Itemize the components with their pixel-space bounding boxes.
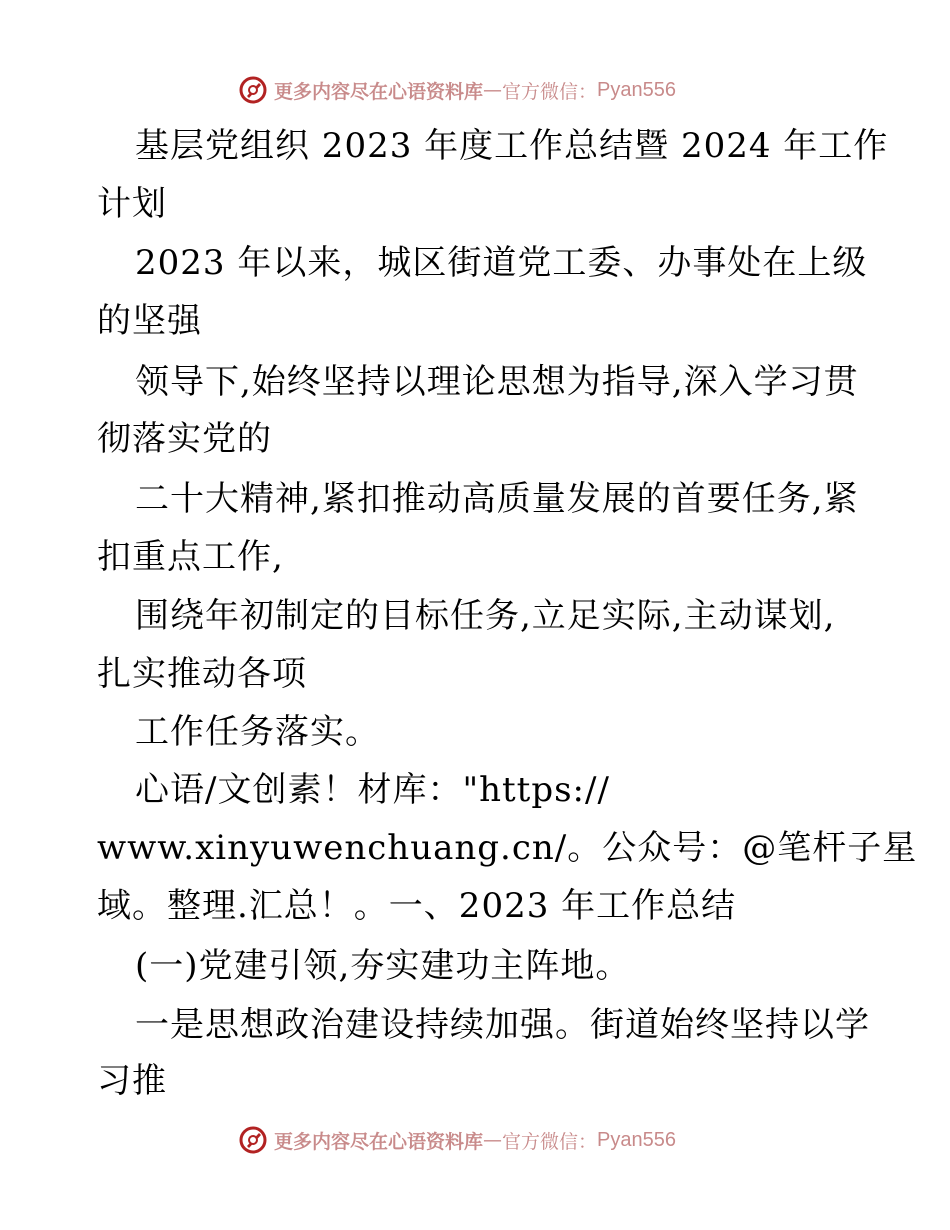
paragraph-line: 心语/文创素！材库："https:// xyxy=(135,770,610,810)
banner-dash: — xyxy=(483,1129,503,1151)
paragraph-line: 二十大精神,紧扣推动高质量发展的首要任务,紧 xyxy=(135,479,859,519)
paragraph-line: 2023 年以来，城区街道党工委、办事处在上级 xyxy=(135,243,868,283)
paragraph-line: 围绕年初制定的目标任务,立足实际,主动谋划, xyxy=(135,596,836,636)
doc-title-line-1: 基层党组织 2023 年度工作总结暨 2024 年工作 xyxy=(135,126,889,166)
footer-banner xyxy=(238,1122,708,1158)
banner-wechat-id: Pyan556 xyxy=(597,1128,676,1151)
banner-dash: — xyxy=(483,79,503,101)
paragraph-line: www.xinyuwenchuang.cn/。公众号：@笔杆子星 xyxy=(97,828,918,868)
paragraph-line: 扣重点工作, xyxy=(97,537,284,577)
paragraph-line: 习推 xyxy=(97,1061,167,1101)
banner-text: 更多内容尽在心语资料库 xyxy=(274,1130,484,1153)
brand-logo-icon xyxy=(238,75,268,105)
paragraph-line: 扎实推动各项 xyxy=(97,654,307,694)
doc-title-line-2: 计划 xyxy=(97,184,167,224)
paragraph-line: 领导下,始终坚持以理论思想为指导,深入学习贯 xyxy=(135,362,859,402)
paragraph-line: 的坚强 xyxy=(97,301,202,341)
header-banner xyxy=(238,72,708,108)
paragraph-line: 工作任务落实。 xyxy=(135,712,380,752)
banner-wechat-label: 官方微信： xyxy=(502,80,598,103)
banner-text: 更多内容尽在心语资料库 xyxy=(274,80,484,103)
paragraph-line: 一是思想政治建设持续加强。街道始终坚持以学 xyxy=(135,1005,870,1045)
banner-wechat-label: 官方微信： xyxy=(502,1130,598,1153)
paragraph-line: 彻落实党的 xyxy=(97,419,272,459)
paragraph-line: 域。整理.汇总！。一、2023 年工作总结 xyxy=(97,886,737,926)
banner-wechat-id: Pyan556 xyxy=(597,78,676,101)
section-heading: (一)党建引领,夯实建功主阵地。 xyxy=(135,946,631,986)
brand-logo-icon xyxy=(238,1125,268,1155)
